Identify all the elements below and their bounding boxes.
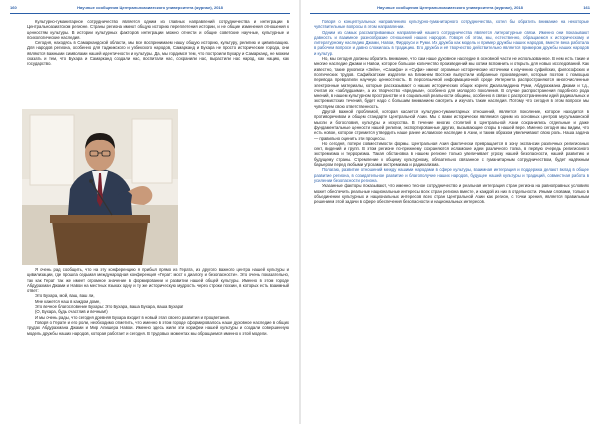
right-page-number: 161 (583, 5, 590, 10)
paragraph: Но, мы сегодня должны обратить внимание, что сам наше духовное наследие в основной части не использованное. В нем есть такие и многие наследие Джами и Навои, которое большое количество произведений мы хотим вспомнить и открыть для новых исследований. Как известно, такие рукописи «Зейн», «Сахифа» и «Суфи» имеют огромные исторические источники к изучению суфийских, философских и поэтических трудов. Сафийхатские издатели на Ближнем Востоке выпустили избранные произведения, которые поэтом с помощью перевода превратили научную ценностность. В персоязычной информационной среде Интернета распространяются многочисленные электронные материалы, которые рассказывают о наших исторических общих корнях Джалалиддина Руми, Абдурахмана Джами и т.д., считая их «заблудшими», а их творчество «вредным», особенно для молодого поколения. В случае распространения подобного рода мнений, в нашем культурном пространстве и в социальной реальности общины, особенно в связи с распространением идей радикальных и экстремистских течений, будет надо с большим вниманием смотреть и изучать такие наследия. Потому что сегодня в этом вопросе мы чувствуем свою ответственность. (314, 56, 589, 109)
speaker-photo (22, 109, 178, 265)
paragraph: Полагаю, развитие отношений между нашими народами в сфере культуры, взаимная интеграция и поддержка делают вклад в общее развитие региона, в созидательное развитие и благополучие наших народов, будущее нашей культуры и традиций, совместная работа в усилении безопасности региона. (314, 167, 589, 183)
paragraph: Культурно-гуманитарное сотрудничество является одним из главных направлений сотрудничества и интеграции в Центральноазиатском регионе. Страны региона имеют общую историю переплетения истории, и не общие изменения отношения к ценностям культуры. В истории культурных факторов интеграции можно отнести и общие советские научные, культурные и психологические наследия. (27, 19, 289, 40)
paragraph: Но сегодня, потери совместимости формы. Центральная Азия фактически превращается в зону экспансии различных религиозных сект, видений и групп. В этом регионе по-прежнему сохраняются исламские идеи различного толка, в первую очередь религиозного экстремизма и терроризма. Такая обстановка в нашем регионе только увеличивает угрозу нашей безопасности, нашей развитию и будущему страны. Стремление к общему культурному, обязательно связанное с гуманитарным сотрудничеством, будет надёжным барьером перед любыми угрозами экстремизма и радикализма. (314, 140, 589, 168)
paragraph: Говоря о концептуальных направлениях культурно-гуманитарного сотрудничества, хотел бы обратить внимание на некоторые чувствительные вопросы в этом направлении. (314, 19, 589, 30)
paragraph: Сегодня, находясь в Самаркандской области, мы все воспринимаем нашу общую историю, культуру, религию и цивилизацию. Для народов региона, особенно для таджикского и узбекского народов, Самарканд и Бухара не просто исторические города, они являются важными символами нашей идентичности и культуры. Да, мы гордимся тем, что построили Бухару и Самарканд, не можем сказать и тем, что Бухара и Самарканд создали нас, воспитали нас, сохранили нас, вырастили нас народ, как нацию, как государство. (27, 40, 289, 67)
left-running-title: Научные сообщения Центральноазиатского университета (журнал), 2018 (77, 5, 223, 10)
header-rule (310, 13, 590, 14)
left-page-number: 160 (10, 5, 17, 10)
paragraph: И мы очень рады, что сегодня древняя Бухара входит в новый этап своего развития и процветания. (35, 314, 231, 320)
left-page (2, 0, 298, 424)
paragraph: Одним из самых рассматриваемых направлений нашего сотрудничества является литературные связи. Именно они показывают давность и взаимное разнообразие отношений наших народов. Говоря об этом, мы, естественно, обращаемся к историческому и литературному наследию Джами, Навои, Фирдоуси и Руми. Их дружба как модель и пример дружбы наших народов, вместе века работала в рабочем вопросе и давно сложилась в традицию. Его дружба и её творчество действительно является примером дружбы наших народов и культур. (314, 29, 589, 56)
poem-line: Это вечное благословение Бухары: Это Бухара, ваша Бухара, ваша Бухара! (35, 304, 184, 310)
poem-line: (О, Бухара, будь счастлив и вечным!) (35, 309, 108, 315)
paragraph: Говоря о Герате и его роли, необходимо отметить, что именно в этом городе сформировалось наше духовное наследие в общих трудах Абдурахмана Джами и Мир Алишера Навои. Именно здесь жили эти корифеи нашей культуры и создали совершенную модель дружбы наших народов, которая работает и сегодня. В трудовых моментах мы обращаемся именно к этой модели. (27, 319, 289, 336)
right-column (314, 19, 589, 204)
left-column-bottom (27, 267, 289, 336)
page-gutter (299, 0, 301, 424)
poem-line: Это Бухара, мой, ваш, ваш ли, (35, 293, 95, 299)
speaker-photo-image (22, 109, 178, 265)
poem-line: Мне кажется наш в каждом доме, (35, 298, 101, 304)
left-column-top (27, 19, 289, 67)
paragraph: Другой важной проблемой, которая касается культурно-гуманитарных отношений, является поколение, которое находится в противоречивом и общем стандарте Центральной Азии. Мы с вами исторически являемся одним из основных центров мусульманской мысли и богословия, культуры и искусства. В течение многих столетий в Центральной Азии сохранились отдельные и даже фундаментальные ценности нашей религии, экспортированные других, вызывающие споры в нашей вере. Именно сегодня мы видим, что есть новое, которое стремится утвердить наше ранее исламское наследие в Азии, и таким образом увеличивают свою роль. Наша задача — правильно оценить эти процессы. (314, 109, 589, 141)
paragraph: Указанные факторы показывают, что именно тесное сотрудничество и реальная интеграция стран региона на равноправных условиях может обеспечить реальные национальные интересы всех стран региона вместе, и каждой из них в отдельности. Иными словами, только в объединении культурных и национальных интересов всех стран Центральной Азии как регион, с точки зрения, является правильным решением этой задачи в сфере обеспечения безопасности и национальных интересов. (314, 183, 589, 205)
right-page (302, 0, 598, 424)
left-page-header (2, 5, 298, 13)
header-rule (10, 13, 290, 14)
paragraph: Я очень рад сообщить, что на эту конференцию я прибыл прямо из Герата, из другого важного центра нашей культуры и цивилизации, где прошла седьмая международная конференция «Герат: мост к диалогу и безопасности». Это очень показательно, так как Герат так же имеет огромное значение в формировании и развитии нашей общей культуры. Именно в этом городе Абдурахман Джами и Навои на местных языках одну и ту же историческую мудрость через строки поэзии, в которых есть взаимный ответ: (27, 267, 289, 294)
right-running-title: Научные сообщения Центральноазиатского университета (журнал), 2018 (377, 5, 523, 10)
right-page-header (302, 5, 598, 13)
